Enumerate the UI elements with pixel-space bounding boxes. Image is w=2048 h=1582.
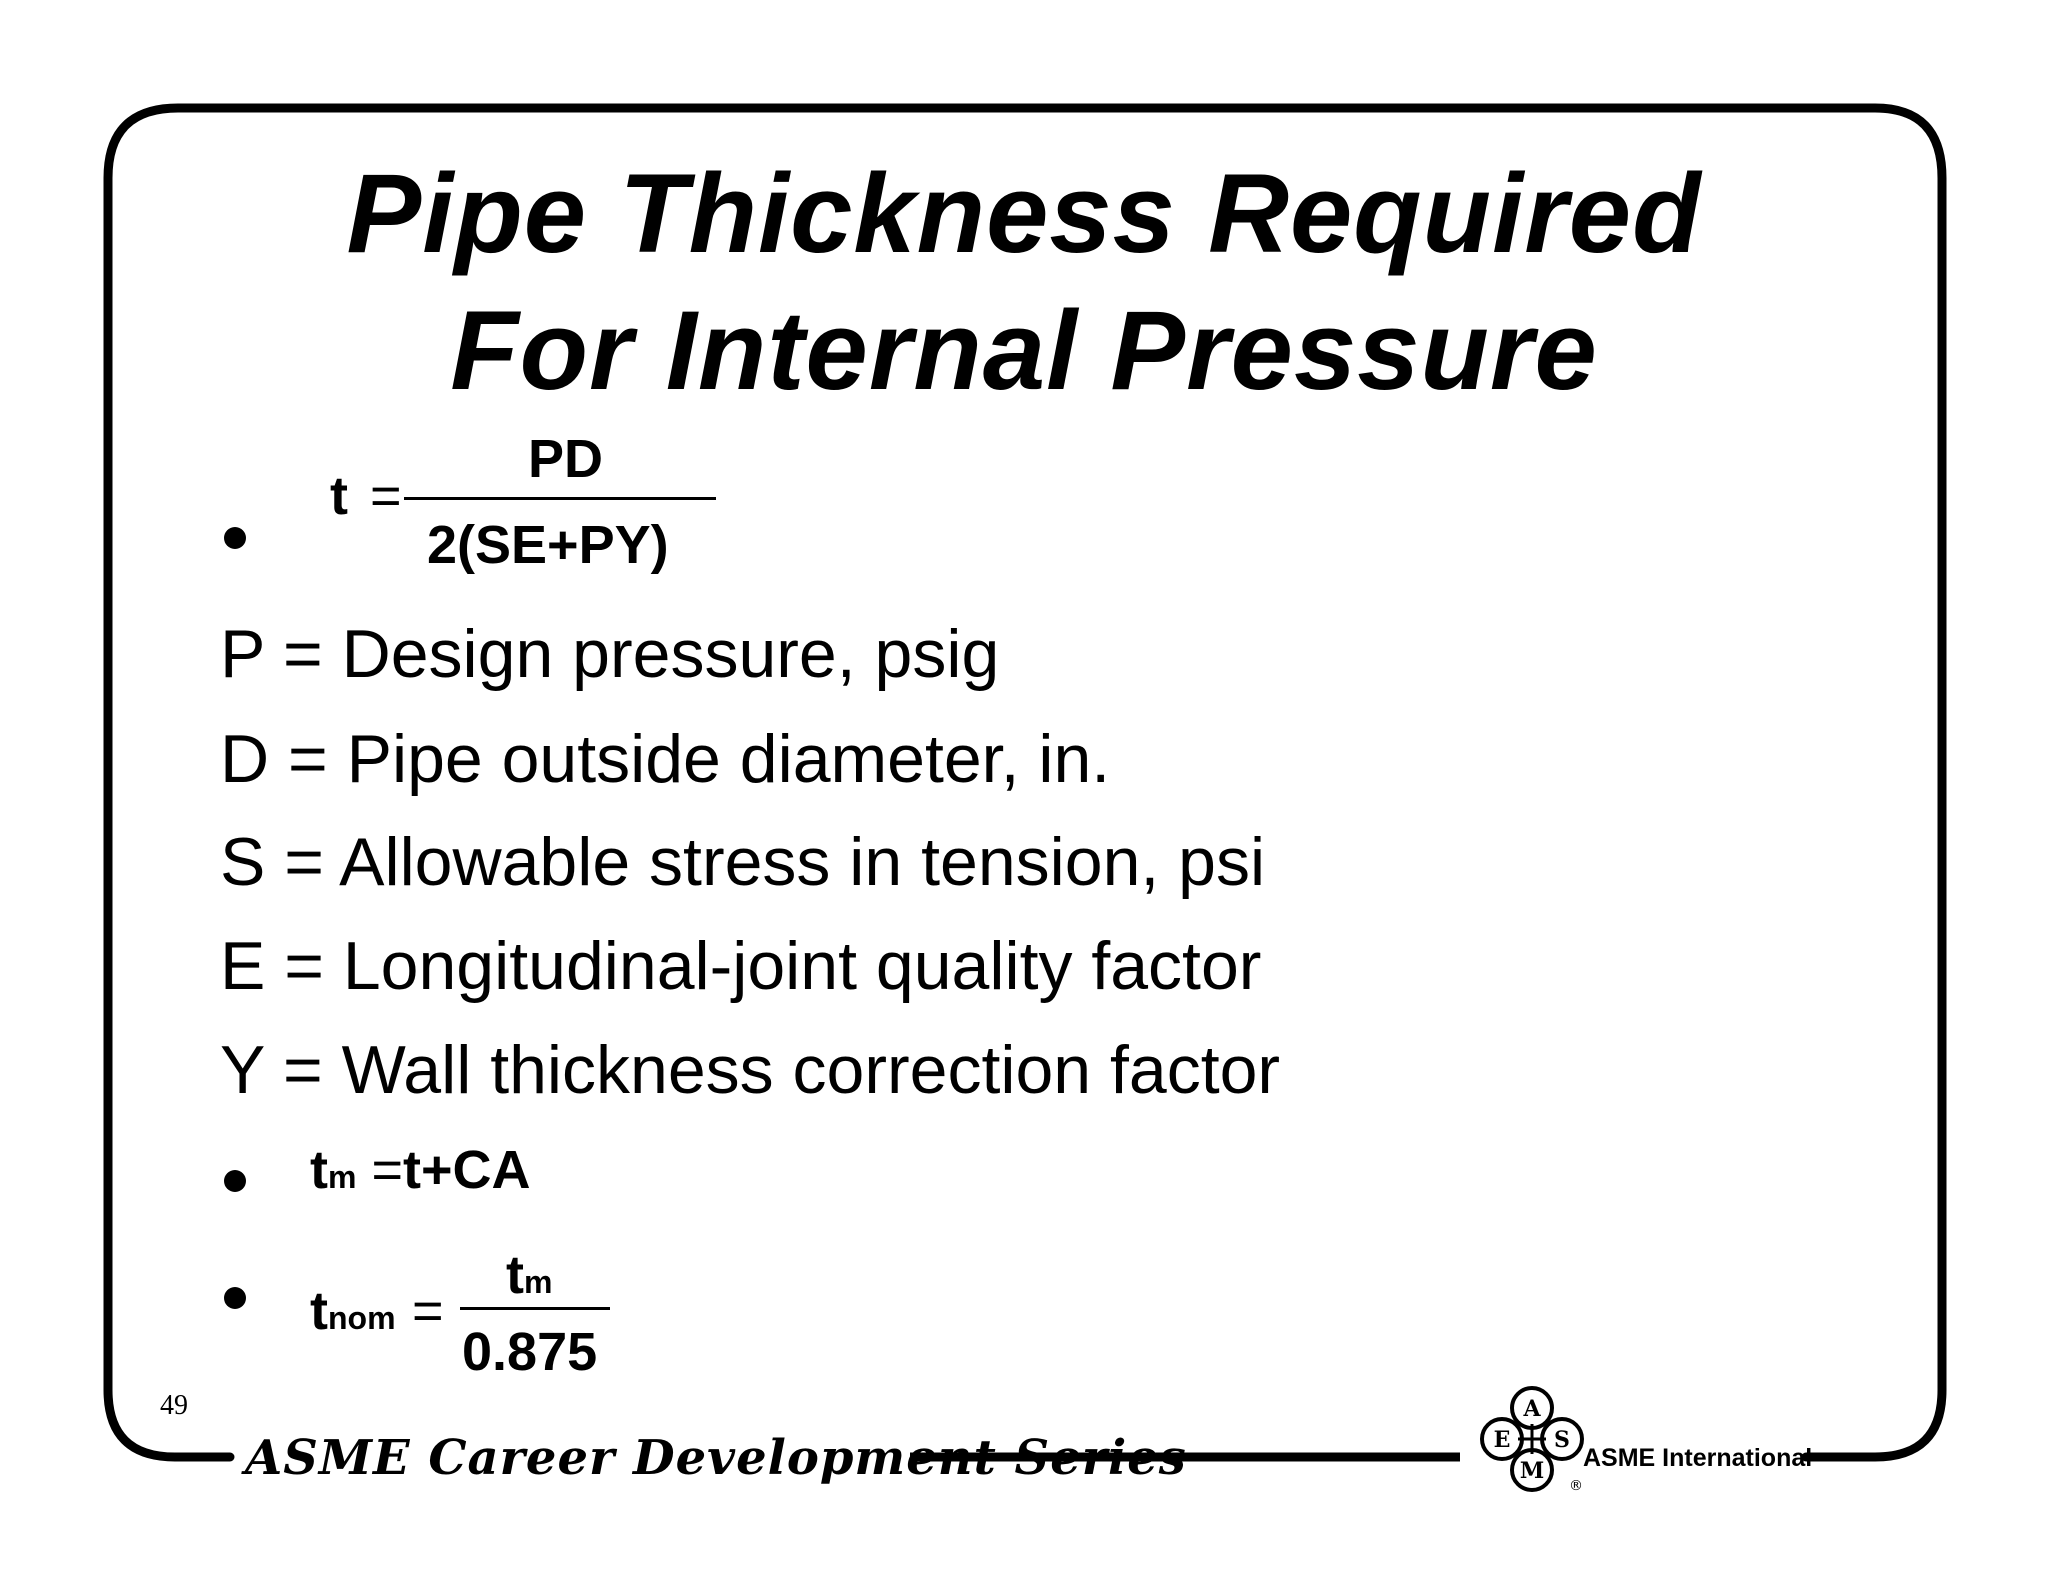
formula-t-denominator: 2(SE+PY) (427, 515, 669, 575)
formula-t-lhs: t (330, 466, 348, 526)
formula-tm-lhs: t (310, 1140, 328, 1200)
formula-tnom-t: t (310, 1281, 328, 1341)
footer-org-name: ASME International (1583, 1444, 1813, 1472)
definition-p: P = Design pressure, psig (220, 616, 1000, 692)
slide-title-line2: For Internal Pressure (450, 288, 1598, 413)
logo-letter-m: M (1519, 1458, 1545, 1484)
bullet (224, 527, 246, 549)
formula-tm (310, 1140, 531, 1200)
formula-tnom-numerator (506, 1245, 553, 1305)
formula-tm-rhs: t+CA (403, 1140, 531, 1200)
formula-tnom-denominator: 0.875 (462, 1322, 598, 1382)
formula-tm-sub: m (327, 1159, 357, 1195)
definition-y: Y = Wall thickness correction factor (220, 1032, 1281, 1108)
formula-tnom-num-sub: m (523, 1264, 553, 1300)
logo-letter-s: S (1554, 1427, 1570, 1453)
formula-tm-equals: = (371, 1140, 403, 1200)
fraction-bar (404, 497, 716, 500)
footer-series-title: ASME Career Development Series (245, 1430, 1187, 1486)
formula-tnom-equals: = (412, 1281, 444, 1341)
formula-tnom-lhs (310, 1281, 396, 1341)
slide-title-line1: Pipe Thickness Required (346, 151, 1702, 276)
bullet (224, 1287, 246, 1309)
registered-mark: ® (1569, 1478, 1583, 1494)
fraction-bar (460, 1307, 610, 1310)
logo-letter-a: A (1523, 1396, 1541, 1422)
definition-s: S = Allowable stress in tension, psi (220, 824, 1266, 900)
logo-letter-e: E (1493, 1427, 1511, 1453)
formula-tnom-sub: nom (327, 1300, 396, 1336)
formula-t-equals: = (370, 466, 402, 526)
definition-e: E = Longitudinal-joint quality factor (220, 928, 1262, 1004)
page-number: 49 (160, 1390, 188, 1421)
bullet (224, 1170, 246, 1192)
formula-t-numerator: PD (528, 429, 604, 489)
asme-logo-icon (1478, 1384, 1586, 1494)
formula-tnom-num-t: t (506, 1245, 524, 1305)
definition-d: D = Pipe outside diameter, in. (220, 721, 1111, 797)
